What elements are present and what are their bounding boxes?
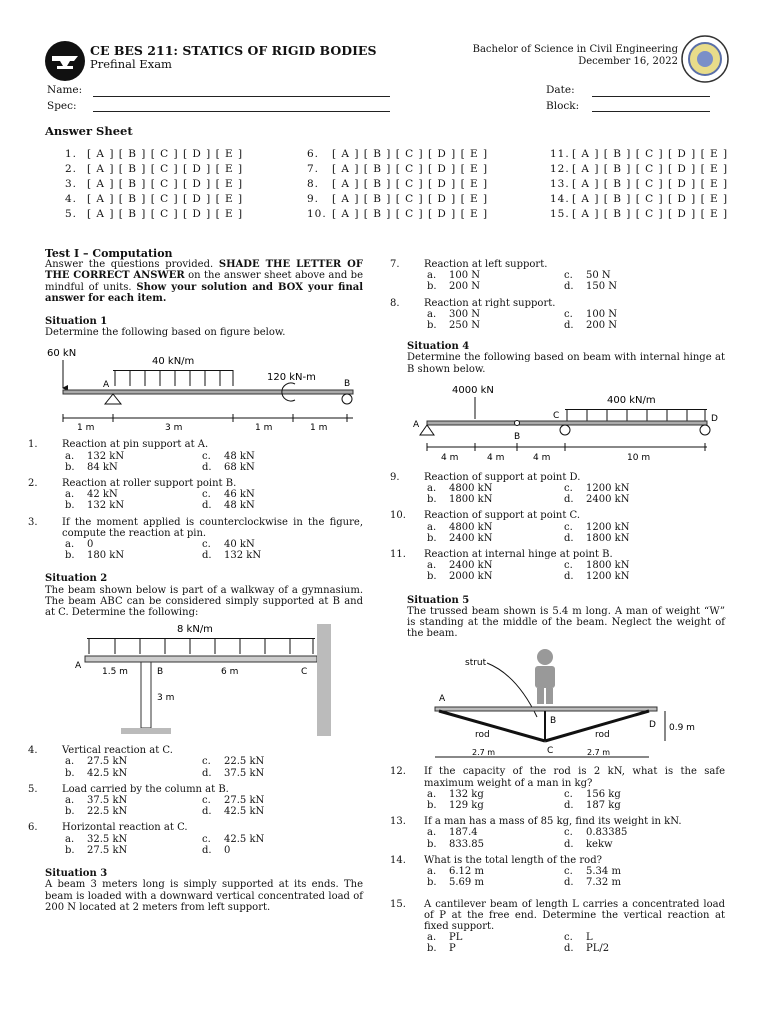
option-b-value: 2400 kN: [449, 532, 493, 544]
svg-text:B: B: [157, 667, 164, 678]
option-a-value: 4800 kN: [449, 521, 493, 533]
option-b-value: 180 kN: [87, 550, 125, 562]
option-c-letter: c.: [564, 308, 573, 320]
situation-4-title: Situation 4: [407, 341, 470, 353]
spec-field[interactable]: [93, 111, 390, 112]
svg-text:rod: rod: [475, 730, 490, 741]
answer-options: [65, 795, 363, 817]
figure-5-trussed-beam: [407, 645, 725, 761]
option-b-letter: b.: [65, 844, 75, 856]
option-c-value: 40 kN: [224, 539, 255, 551]
svg-text:1 m: 1 m: [77, 423, 95, 434]
svg-text:6 m: 6 m: [221, 667, 239, 678]
situation-1-desc: Determine the following based on figure below.: [45, 327, 286, 339]
question-1: [28, 439, 363, 473]
option-a-value: 32.5 kN: [87, 833, 128, 845]
question-10: [390, 510, 725, 544]
answer-row-13[interactable]: 13. [ A ] [ B ] [ C ] [ D ] [ E ]: [550, 178, 729, 190]
svg-text:rod: rod: [595, 730, 610, 741]
option-b-letter: b.: [427, 800, 437, 812]
option-c-value: L: [586, 932, 593, 944]
option-d-value: kekw: [586, 838, 613, 850]
answer-options: [427, 270, 725, 292]
option-b-letter: b.: [65, 500, 75, 512]
option-d-value: 1200 kN: [586, 571, 630, 583]
date-field[interactable]: [592, 96, 710, 97]
answer-column-2: [307, 148, 488, 220]
fig2-wall: [317, 624, 331, 736]
answer-options: [427, 866, 725, 888]
svg-text:A: A: [75, 661, 82, 672]
option-c-letter: c.: [564, 270, 573, 282]
option-b-letter: b.: [427, 838, 437, 850]
exam-date: December 16, 2022: [578, 56, 678, 67]
option-a-value: PL: [449, 932, 463, 944]
option-a-letter: a.: [65, 489, 75, 501]
answer-options: [427, 522, 725, 544]
option-b-letter: b.: [65, 461, 75, 473]
option-c-value: 0.83385: [586, 827, 628, 839]
answer-options: [427, 789, 725, 811]
question-text: 6. Horizontal reaction at C.: [28, 822, 188, 834]
question-14: [390, 854, 725, 889]
answer-options: [65, 451, 363, 473]
fig1-pin-support: [105, 394, 121, 404]
option-a-letter: a.: [65, 450, 75, 462]
option-d-letter: d.: [202, 844, 212, 856]
answer-options: [65, 834, 363, 856]
question-text: 15. A cantilever beam of length L carries a concentrated load of P at the free end. Determine the vertical reaction at fixed support.: [390, 898, 725, 932]
exam-title: Prefinal Exam: [90, 57, 172, 71]
situation-4-desc: Determine the following based on beam with internal hinge at B shown below.: [407, 352, 725, 375]
option-a-letter: a.: [65, 833, 75, 845]
option-a-value: 27.5 kN: [87, 756, 128, 768]
option-a-value: 4800 kN: [449, 483, 493, 495]
option-c-letter: c.: [564, 788, 573, 800]
option-c-value: 5.34 m: [586, 866, 621, 878]
option-c-letter: c.: [202, 489, 211, 501]
option-a-letter: a.: [427, 932, 437, 944]
svg-text:10 m: 10 m: [627, 452, 651, 463]
fig1-moment-label: 120 kN-m: [267, 372, 316, 384]
fig2-udl-arrows: [89, 638, 313, 654]
svg-text:2.7 m: 2.7 m: [587, 748, 611, 758]
option-c-letter: c.: [202, 756, 211, 768]
question-text: 4. Vertical reaction at C.: [28, 745, 173, 757]
svg-text:4 m: 4 m: [487, 452, 505, 463]
situation-2-title: Situation 2: [45, 573, 108, 585]
option-a-value: 187.4: [449, 827, 478, 839]
fig4-load-label: 4000 kN: [452, 384, 494, 396]
option-a-value: 132 kg: [449, 788, 484, 800]
situation-3-desc: A beam 3 meters long is simply supported at its ends. The beam is loaded with a downward vertical concentrated load of 200 N located at 2 meters from left support.: [45, 879, 363, 913]
option-a-value: 300 N: [449, 308, 481, 320]
svg-text:1.5 m: 1.5 m: [102, 667, 128, 678]
option-b-letter: b.: [427, 571, 437, 583]
option-d-value: 1800 kN: [586, 532, 630, 544]
name-field[interactable]: [93, 96, 390, 97]
question-text: 9. Reaction of support at point D.: [390, 471, 581, 483]
option-d-letter: d.: [202, 806, 212, 818]
option-d-letter: d.: [202, 550, 212, 562]
question-9: [390, 471, 725, 506]
option-d-value: 200 N: [586, 320, 618, 332]
option-a-letter: a.: [427, 827, 437, 839]
svg-text:A: A: [413, 419, 420, 430]
program-name: Bachelor of Science in Civil Engineering: [472, 44, 678, 55]
answer-row-1[interactable]: 1. [ A ] [ B ] [ C ] [ D ] [ E ]: [65, 148, 244, 160]
svg-text:C: C: [301, 667, 308, 678]
option-d-letter: d.: [564, 838, 574, 850]
answer-row-8[interactable]: 8. [ A ] [ B ] [ C ] [ D ] [ E ]: [307, 178, 489, 190]
fig1-udl-arrows: [115, 370, 233, 386]
fig4-udl-arrows: [567, 409, 705, 421]
svg-text:0.9 m: 0.9 m: [669, 723, 695, 734]
question-12: [390, 766, 725, 812]
question-text: 1. Reaction at pin support at A.: [28, 439, 209, 451]
question-4: [28, 745, 363, 779]
date-label: Date:: [546, 84, 575, 96]
option-a-value: 100 N: [449, 270, 481, 282]
option-a-value: 37.5 kN: [87, 795, 128, 807]
option-b-value: 250 N: [449, 320, 481, 332]
svg-text:strut: strut: [465, 658, 487, 669]
spec-label: Spec:: [47, 100, 77, 112]
fig1-roller-support: [342, 394, 352, 404]
option-b-value: 2000 kN: [449, 571, 493, 583]
option-b-value: 27.5 kN: [87, 844, 128, 856]
situation-3-title: Situation 3: [45, 868, 108, 880]
option-a-value: 0: [87, 539, 94, 551]
option-b-letter: b.: [427, 320, 437, 332]
svg-text:B: B: [550, 716, 557, 727]
option-c-value: 48 kN: [224, 450, 255, 462]
option-d-value: 68 kN: [224, 461, 255, 473]
option-d-value: 7.32 m: [586, 877, 621, 889]
option-c-value: 27.5 kN: [224, 795, 265, 807]
option-c-letter: c.: [564, 560, 573, 572]
option-d-value: 2400 kN: [586, 494, 630, 506]
option-b-value: 132 kN: [87, 500, 125, 512]
option-c-letter: c.: [564, 483, 573, 495]
svg-text:D: D: [711, 413, 718, 424]
block-field[interactable]: [592, 111, 710, 112]
option-b-value: 22.5 kN: [87, 806, 128, 818]
answer-row-9[interactable]: 9. [ A ] [ B ] [ C ] [ D ] [ E ]: [307, 193, 489, 205]
answer-row-3[interactable]: 3. [ A ] [ B ] [ C ] [ D ] [ E ]: [65, 178, 244, 190]
fig2-ground: [121, 728, 171, 734]
situation-1-title: Situation 1: [45, 316, 108, 328]
option-c-letter: c.: [202, 833, 211, 845]
option-b-letter: b.: [65, 550, 75, 562]
answer-options: [65, 756, 363, 778]
svg-text:1 m: 1 m: [255, 423, 273, 434]
left-column: [28, 247, 363, 913]
option-c-value: 1200 kN: [586, 483, 630, 495]
answer-row-10[interactable]: 10. [ A ] [ B ] [ C ] [ D ] [ E ]: [307, 208, 489, 220]
question-text: 13. If a man has a mass of 85 kg, find its weight in kN.: [390, 816, 682, 828]
option-b-value: 84 kN: [87, 461, 118, 473]
answer-options: [427, 932, 725, 954]
answer-row-4[interactable]: 4. [ A ] [ B ] [ C ] [ D ] [ E ]: [65, 193, 244, 205]
right-column: [390, 259, 725, 955]
svg-text:C: C: [553, 410, 560, 421]
option-d-value: 132 kN: [224, 550, 262, 562]
fig2-column: [141, 662, 151, 728]
option-b-letter: b.: [427, 943, 437, 955]
anvil-logo-icon: [44, 40, 86, 82]
option-c-value: 1200 kN: [586, 521, 630, 533]
answer-row-14[interactable]: 14. [ A ] [ B ] [ C ] [ D ] [ E ]: [550, 193, 729, 205]
figure-4-hinged-beam: [407, 381, 725, 467]
option-d-value: 0: [224, 844, 231, 856]
course-title: CE BES 211: STATICS OF RIGID BODIES: [90, 43, 377, 58]
question-6: [28, 822, 363, 856]
fig2-udl-label: 8 kN/m: [177, 624, 213, 636]
option-c-letter: c.: [564, 827, 573, 839]
option-a-letter: a.: [65, 795, 75, 807]
option-a-value: 6.12 m: [449, 866, 484, 878]
situation-5-title: Situation 5: [407, 594, 470, 606]
option-b-letter: b.: [65, 806, 75, 818]
svg-text:A: A: [439, 694, 446, 705]
question-text: 14. What is the total length of the rod?: [390, 854, 602, 866]
answer-row-2[interactable]: 2. [ A ] [ B ] [ C ] [ D ] [ E ]: [65, 163, 244, 175]
option-d-value: 187 kg: [586, 800, 621, 812]
option-d-letter: d.: [564, 494, 574, 506]
option-d-letter: d.: [564, 281, 574, 293]
option-c-letter: c.: [202, 795, 211, 807]
question-13: [390, 816, 725, 850]
answer-column-1: [65, 148, 243, 220]
svg-text:4 m: 4 m: [533, 452, 551, 463]
question-11: [390, 549, 725, 583]
svg-text:4 m: 4 m: [441, 452, 459, 463]
option-d-letter: d.: [202, 461, 212, 473]
figure-2-walkway: [45, 622, 363, 740]
option-d-value: 48 kN: [224, 500, 255, 512]
answer-row-5[interactable]: 5. [ A ] [ B ] [ C ] [ D ] [ E ]: [65, 208, 244, 220]
name-label: Name:: [47, 84, 83, 96]
option-c-value: 156 kg: [586, 788, 621, 800]
option-d-letter: d.: [564, 320, 574, 332]
fig2-beam: [85, 656, 317, 662]
option-a-letter: a.: [427, 866, 437, 878]
block-label: Block:: [546, 100, 580, 112]
option-c-letter: c.: [564, 521, 573, 533]
fig4-beam-ab: [427, 421, 515, 425]
option-a-letter: a.: [427, 560, 437, 572]
answer-row-6[interactable]: 6. [ A ] [ B ] [ C ] [ D ] [ E ]: [307, 148, 489, 160]
svg-text:3 m: 3 m: [157, 693, 175, 704]
option-b-letter: b.: [427, 494, 437, 506]
option-c-letter: c.: [564, 932, 573, 944]
answer-row-11[interactable]: 11. [ A ] [ B ] [ C ] [ D ] [ E ]: [550, 148, 729, 160]
option-a-letter: a.: [427, 483, 437, 495]
svg-text:D: D: [649, 720, 656, 731]
answer-sheet-title: Answer Sheet: [45, 124, 133, 138]
svg-text:3 m: 3 m: [165, 423, 183, 434]
option-d-letter: d.: [202, 500, 212, 512]
fig4-hinge: [515, 420, 520, 425]
option-d-value: 150 N: [586, 281, 618, 293]
university-seal-icon: [680, 34, 730, 84]
svg-text:C: C: [547, 746, 554, 757]
situation-2-desc: The beam shown below is part of a walkway of a gymnasium. The beam ABC can be considered simply supported at B and at C. Determine the following:: [45, 584, 363, 619]
option-c-letter: c.: [202, 450, 211, 462]
test-instructions: Answer the questions provided. SHADE THE LETTER OF THE CORRECT ANSWER on the answer sheet above and be mindful of units. Show your solution and BOX your final answer for each item.: [45, 259, 363, 304]
option-d-value: 37.5 kN: [224, 767, 265, 779]
question-text: 12. If the capacity of the rod is 2 kN, what is the safe maximum weight of a man in kg?: [390, 766, 725, 789]
option-d-letter: d.: [202, 767, 212, 779]
answer-options: [65, 539, 363, 561]
option-a-letter: a.: [427, 521, 437, 533]
option-b-value: 200 N: [449, 281, 481, 293]
question-text: 11. Reaction at internal hinge at point B.: [390, 549, 613, 561]
option-b-letter: b.: [427, 877, 437, 889]
option-a-letter: a.: [427, 788, 437, 800]
svg-text:B: B: [514, 431, 521, 442]
fig5-man-silhouette: [535, 649, 555, 704]
option-b-letter: b.: [427, 281, 437, 293]
option-a-letter: a.: [65, 756, 75, 768]
answer-row-12[interactable]: 12. [ A ] [ B ] [ C ] [ D ] [ E ]: [550, 163, 729, 175]
figure-1-beam: [45, 344, 363, 434]
fig1-udl-label: 40 kN/m: [152, 356, 195, 368]
option-d-letter: d.: [564, 532, 574, 544]
option-a-value: 2400 kN: [449, 560, 493, 572]
option-d-letter: d.: [564, 800, 574, 812]
option-a-letter: a.: [427, 270, 437, 282]
option-c-value: 1800 kN: [586, 560, 630, 572]
option-b-letter: b.: [427, 532, 437, 544]
question-text: 3. If the moment applied is counterclockwise in the figure, compute the reaction at pin.: [28, 516, 363, 539]
answer-options: [427, 560, 725, 582]
question-3: [28, 516, 363, 562]
option-a-letter: a.: [427, 308, 437, 320]
question-text: 7. Reaction at left support.: [390, 259, 548, 270]
option-b-value: 5.69 m: [449, 877, 484, 889]
answer-column-3: [550, 148, 728, 220]
question-text: 8. Reaction at right support.: [390, 297, 556, 309]
svg-text:1 m: 1 m: [310, 423, 328, 434]
fig4-beam-bd: [519, 421, 707, 425]
option-b-value: 129 kg: [449, 800, 484, 812]
fig1-beam: [63, 390, 353, 394]
option-b-value: 833.85: [449, 838, 484, 850]
option-b-value: 1800 kN: [449, 494, 493, 506]
question-5: [28, 783, 363, 818]
svg-text:A: A: [103, 380, 110, 391]
situation-5-desc: The trussed beam shown is 5.4 m long. A man of weight “W” is standing at the middle of the beam. Neglect the weight of the beam.: [407, 605, 725, 640]
question-2: [28, 478, 363, 512]
question-text: 5. Load carried by the column at B.: [28, 783, 229, 795]
answer-options: [65, 489, 363, 511]
option-c-value: 50 N: [586, 270, 611, 282]
fig4-udl-label: 400 kN/m: [607, 394, 656, 406]
answer-row-7[interactable]: 7. [ A ] [ B ] [ C ] [ D ] [ E ]: [307, 163, 489, 175]
answer-row-15[interactable]: 15. [ A ] [ B ] [ C ] [ D ] [ E ]: [550, 208, 729, 220]
svg-text:B: B: [344, 379, 351, 390]
option-b-letter: b.: [65, 767, 75, 779]
option-a-value: 42 kN: [87, 489, 118, 501]
fig1-load-60: 60 kN: [47, 348, 77, 360]
option-c-value: 100 N: [586, 308, 618, 320]
answer-options: [427, 483, 725, 505]
answer-options: [427, 309, 725, 331]
question-8: [390, 297, 725, 332]
option-c-value: 22.5 kN: [224, 756, 265, 768]
question-text: 2. Reaction at roller support point B.: [28, 478, 237, 490]
option-d-letter: d.: [564, 943, 574, 955]
answer-options: [427, 827, 725, 849]
option-c-value: 46 kN: [224, 489, 255, 501]
option-d-value: PL/2: [586, 943, 610, 955]
option-d-letter: d.: [564, 877, 574, 889]
option-a-letter: a.: [65, 539, 75, 551]
option-b-value: 42.5 kN: [87, 767, 128, 779]
question-15: [390, 898, 725, 955]
option-c-letter: c.: [202, 539, 211, 551]
option-d-letter: d.: [564, 571, 574, 583]
option-c-letter: c.: [564, 866, 573, 878]
test-title: Test I – Computation: [45, 247, 173, 260]
option-b-value: P: [449, 943, 456, 955]
question-text: 10. Reaction of support at point C.: [390, 510, 581, 522]
option-c-value: 42.5 kN: [224, 833, 265, 845]
fig5-beam: [435, 707, 657, 711]
option-d-value: 42.5 kN: [224, 806, 265, 818]
option-a-value: 132 kN: [87, 450, 125, 462]
svg-text:2.7 m: 2.7 m: [472, 748, 496, 758]
question-7: [390, 259, 725, 293]
